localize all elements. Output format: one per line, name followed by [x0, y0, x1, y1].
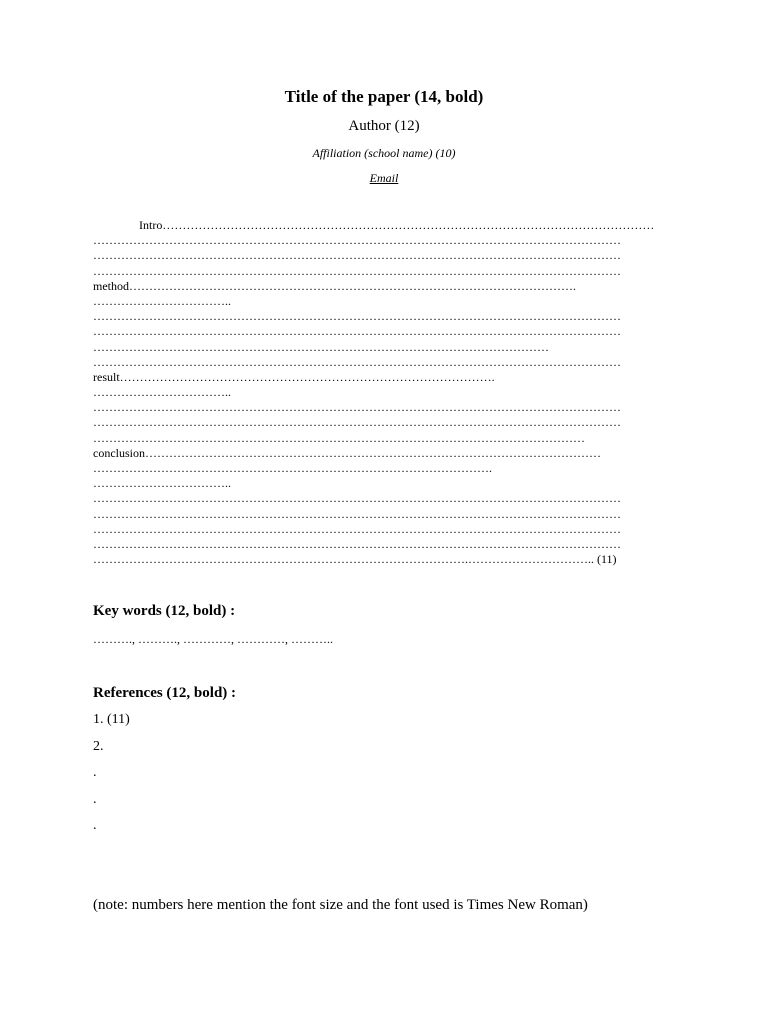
body-line: …………………………………………………………………………………………………………………… [93, 263, 621, 278]
reference-item: 1. (11) [93, 712, 130, 727]
author-line: Author (12) [348, 118, 420, 134]
body-line: …………………………………………………………………………………………………………………… [93, 536, 621, 551]
keywords-value: ………., ………., …………, …………, ……….. [93, 632, 333, 646]
body-line: …………………………………………………………………………………………………………………… [93, 354, 621, 369]
body-line-intro: Intro…………………………………………………………………………………………………………… [139, 218, 655, 232]
affiliation-line: Affiliation (school name) (10) [312, 146, 456, 160]
body-line: …………………………………………………………………………………………………………… [93, 430, 585, 445]
body-line: …………………………….. [93, 476, 231, 491]
body-line: …………………………………………………………………………………………………………………… [93, 506, 621, 521]
font-note: (note: numbers here mention the font size and the font used is Times New Roman) [93, 897, 588, 913]
reference-item: 2. [93, 738, 104, 754]
body-line: …………………………………………………………………………………………………… [93, 339, 549, 354]
keywords-heading: Key words (12, bold) : [93, 603, 236, 619]
references-heading: References (12, bold) : [93, 685, 237, 701]
body-line: ………………………………………………………………………………………. [93, 461, 492, 475]
body-line: …………………………………………………………………………………………………………………… [93, 309, 621, 324]
abstract-body [93, 218, 678, 567]
reference-item: . [93, 791, 97, 807]
body-line: …………………………………………………………………………………………………………………… [93, 233, 621, 248]
body-line-result: result…………………………………………………………………………………. [93, 369, 495, 384]
paper-title: Title of the paper (14, bold) [284, 87, 484, 106]
body-line: …………………………………………………………………………………………………………………… [93, 248, 621, 263]
body-line: …………………………………………………………………………………………………………………… [93, 521, 621, 536]
reference-item: . [93, 765, 97, 780]
body-line-final: ………………………………………………………………………………….………………………….. (11) [93, 552, 617, 567]
reference-item: . [93, 818, 97, 833]
body-line: …………………………………………………………………………………………………………………… [93, 400, 621, 415]
body-line-method: method…………………………………………………………………………………………………. [93, 278, 576, 293]
references-list [93, 710, 130, 843]
body-line-conclusion: conclusion…………………………………………………………………………………………………… [93, 445, 601, 460]
body-line: …………………………………………………………………………………………………………………… [93, 415, 621, 430]
body-line: …………………………………………………………………………………………………………………… [93, 324, 621, 339]
body-line: …………………………….. [93, 293, 231, 308]
body-line: …………………………………………………………………………………………………………………… [93, 491, 621, 506]
email-line: Email [369, 171, 399, 185]
body-line: …………………………….. [93, 385, 231, 400]
